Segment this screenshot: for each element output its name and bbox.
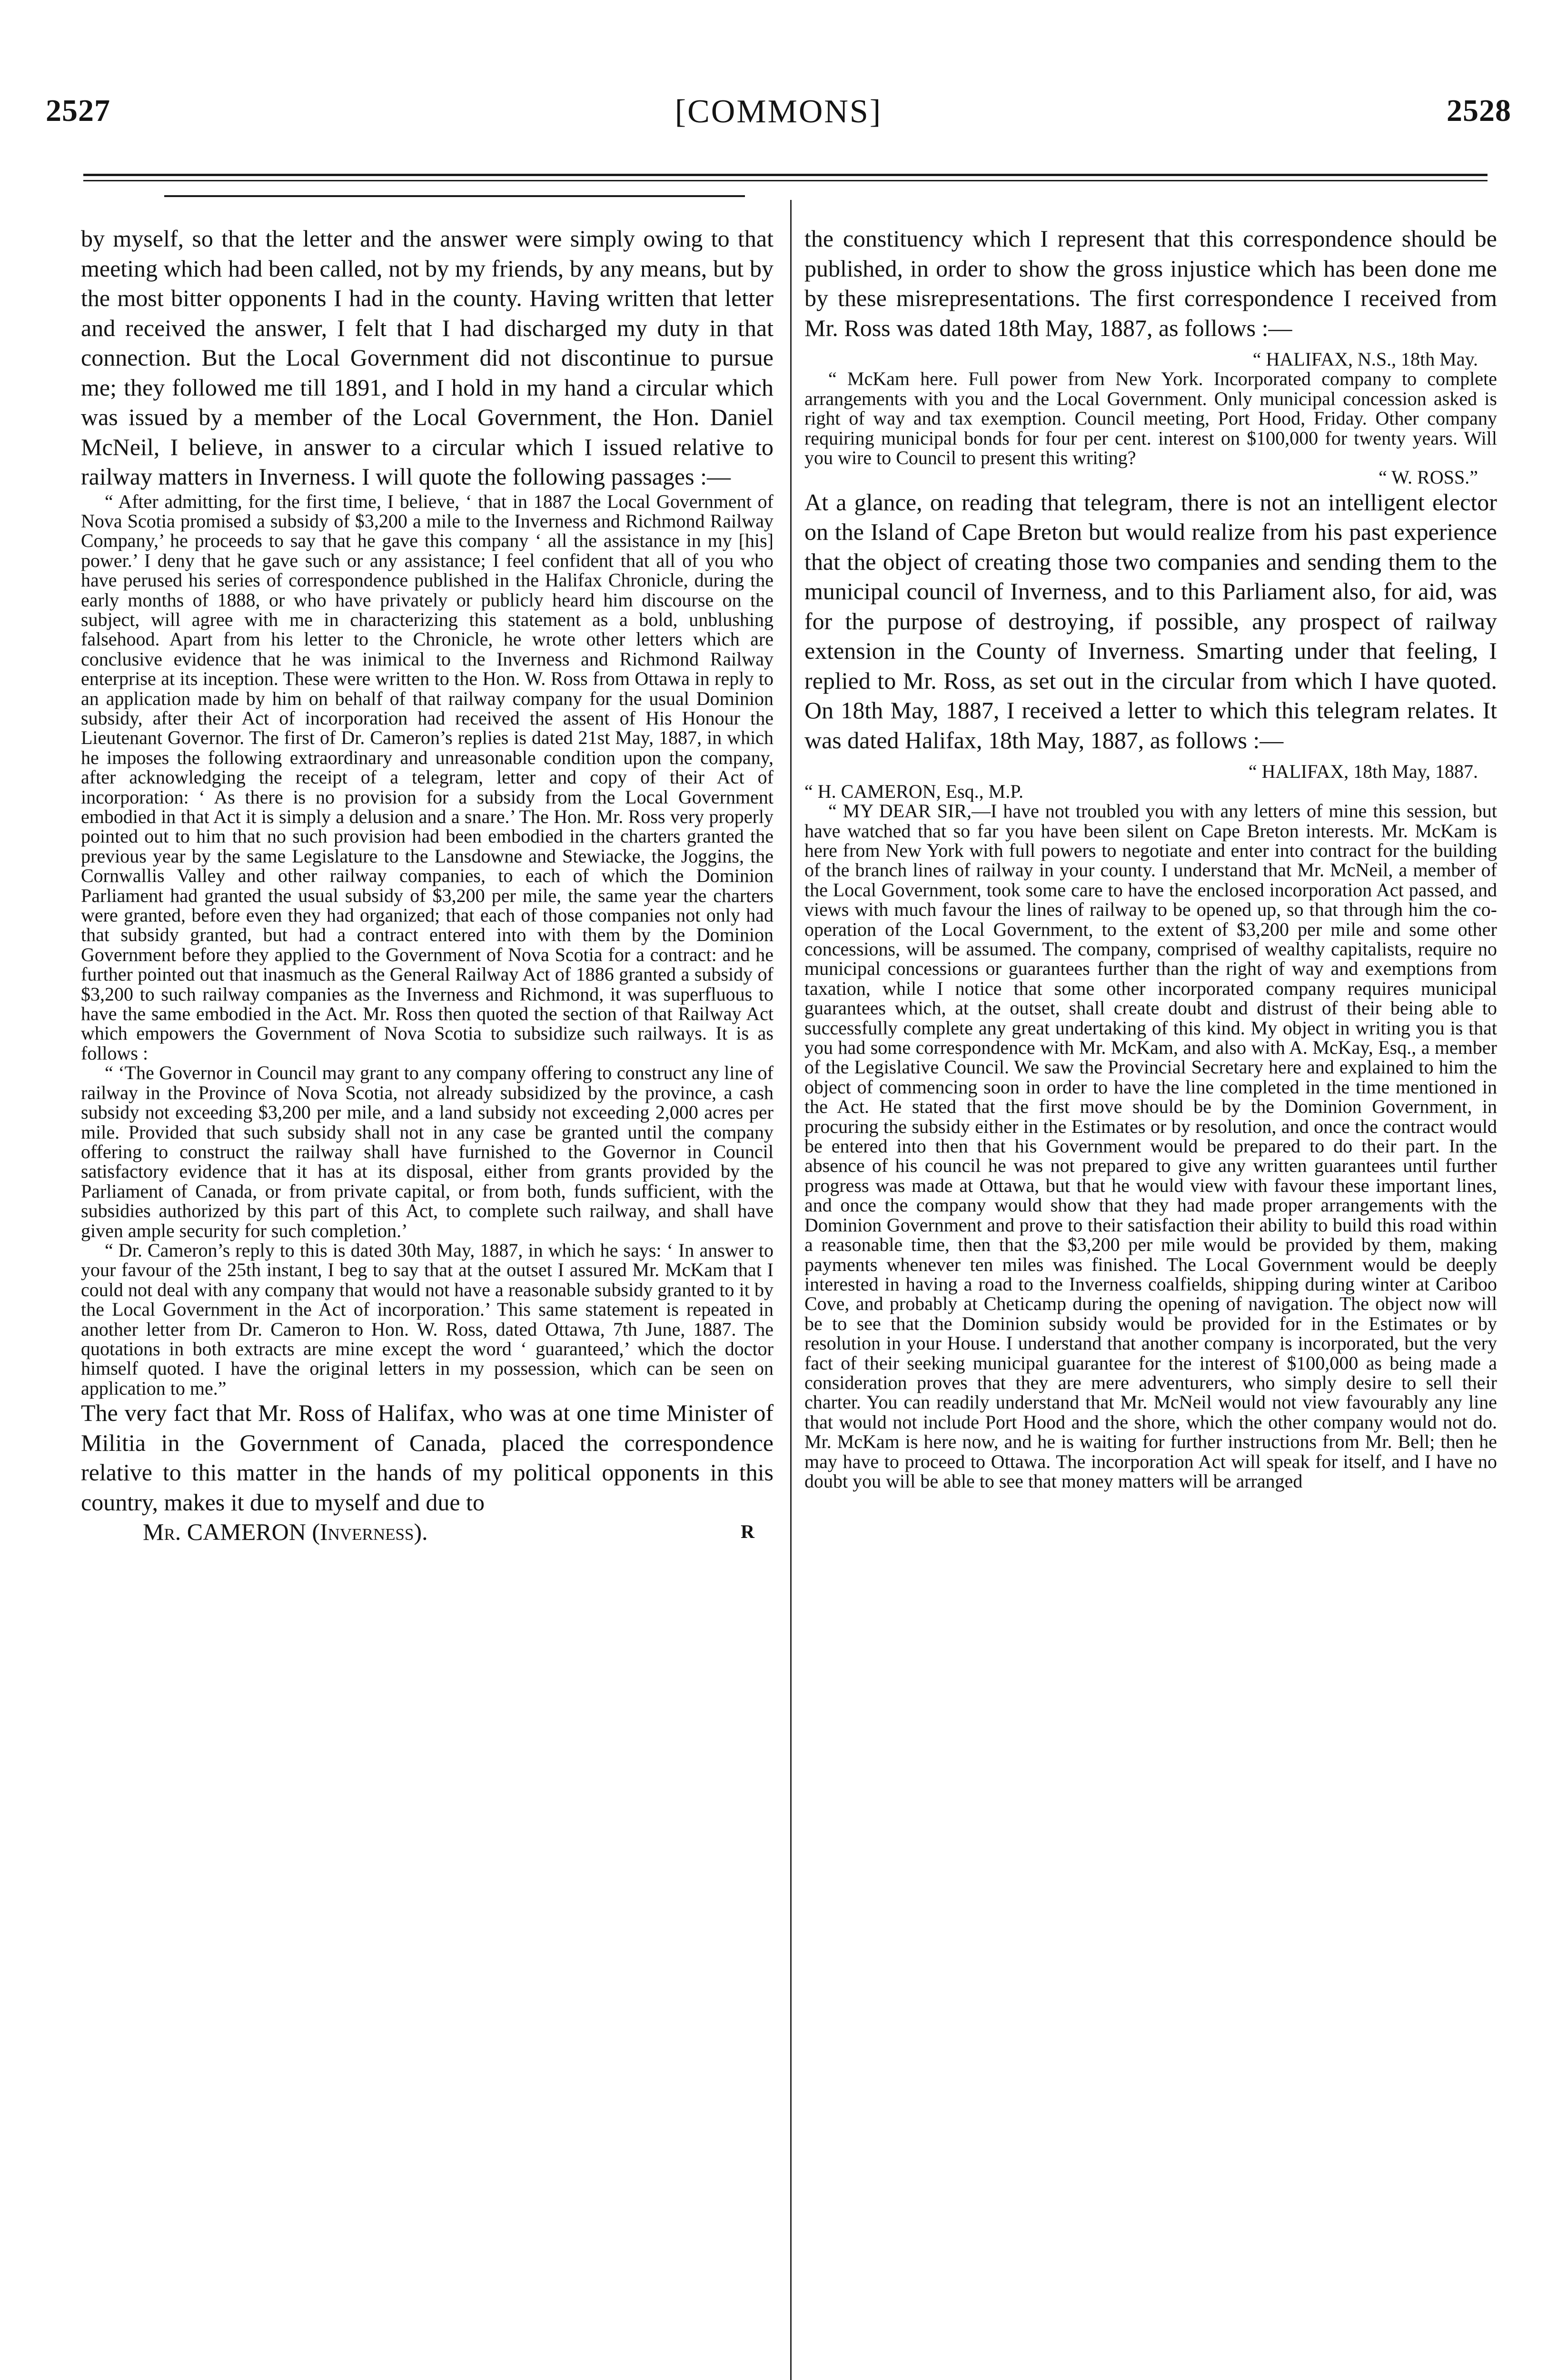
telegram-dateline: “ HALIFAX, N.S., 18th May. bbox=[1252, 348, 1478, 370]
telegram-signature: “ W. ROSS.” bbox=[1378, 466, 1478, 488]
speech-paragraph: The very fact that Mr. Ross of Halifax, who was at one time Minister of Militia in the Government of Canada, placed the correspondence relative to this matter in the hands of my political opponents in this country, makes it due to myself and due to bbox=[81, 1399, 774, 1516]
cameron-reply-quotation: “ Dr. Cameron’s reply to this is dated 30th May, 1887, in which he says: ‘ In answer to your favour of the 25th instant, I beg to say that at the outset I assured Mr. McKam that I could not deal with any company that would not have a reasonable subsidy granted to it by the Local Government in the Act of incorporation.’ This same statement is repeated in another letter from Dr. Cameron to Hon. W. Ross, dated Ottawa, 7th June, 1887. The quotations in both extracts are mine except the word ‘ guaranteed,’ which the doctor himself quoted. I have the original letters in my possession, which can be seen on application to me.” bbox=[81, 1239, 774, 1399]
header-rule-thick bbox=[83, 174, 1488, 176]
letter-dateline: “ HALIFAX, 18th May, 1887. bbox=[1248, 761, 1478, 783]
page-header bbox=[46, 93, 1511, 145]
circular-quotation: “ After admitting, for the first time, I believe, ‘ that in 1887 the Local Government of Nova Scotia promised a subsidy of $3,200 a mile to the Inverness and Richmond Railway Company,’ he proceeds to say that he gave this company ‘ all the assistance in my [his] power.’ I deny that he gave such or any assistance; I feel confident that all of you who have perused his series of correspondence published in the Halifax Chronicle, during the early months of 1888, or who have privately or publicly heard him discourse on the subject, will agree with me in characterizing this statement as a bold, unblushing falsehood. Apart from his letter to the Chronicle, he wrote other letters which are conclusive evidence that he was inimical to the Inverness and Richmond Railway enterprise at its inception. These were written to the Hon. W. Ross from Ottawa in reply to an application made by him on behalf of that railway company for the usual Dominion subsidy, after their Act of incorporation had received the assent of His Honour the Lieutenant Governor. The first of Dr. Cameron’s replies is dated 21st May, 1887, in which he imposes the following extraordinary and unreasonable condition upon the company, after acknowledging the receipt of a telegram, letter and copy of their Act of incorporation: ‘ As there is no provision for a subsidy from the Local Government embodied in that Act it is simply a delusion and a snare.’ The Hon. Mr. Ross very properly pointed out to him that no such provision had been embodied in the charters granted the previous year by the same Legislature to the Lansdowne and Stewiacke, the Joggins, the Cornwallis Valley and other railway companies, to each of which the Dominion Parliament had granted the usual subsidy of $3,200 per mile, the same year the charters were granted, before even they had organized; that each of those companies not only had that subsidy granted, but had a contract entered into with them by the Dominion Government before they applied to the Government of Nova Scotia for a contract: and he further pointed out that inasmuch as the General Railway Act of 1886 granted a subsidy of $3,200 to such railway companies as the Inverness and Richmond, it was superfluous to have the same embodied in the Act. Mr. Ross then quoted the section of that Railway Act which empowers the Government of Nova Scotia to subsidize such railways. It is as follows : bbox=[81, 490, 774, 1064]
left-column bbox=[81, 224, 774, 1547]
letter-body: “ MY DEAR SIR,—I have not troubled you with any letters of mine this session, but have watched that so far you have been silent on Cape Breton interests. Mr. McKam is here from New York with full powers to negotiate and enter into contract for the building of the branch lines of railway in your county. I understand that Mr. McNeil, a member of the Local Government, took some care to have the enclosed incorporation Act passed, and views with much favour the lines of railway to be opened up, so that through him the co-operation of the Local Government, to the extent of $3,200 per mile and some other concessions, will be assumed. The company, comprised of wealthy capitalists, require no municipal concessions or guarantees further than the right of way and exemptions from taxation, while I notice that some other incorporated company requires municipal guarantees which, at the outset, shall create doubt and distrust of their being able to successfully complete any great undertaking of this kind. My object in writing you is that you had some correspondence with Mr. McKam, and also with A. McKay, Esq., a member of the Legislative Council. We saw the Provincial Secretary here and explained to him the object of commencing soon in order to have the line completed in the time mentioned in the Act. He stated that the first move should be by the Dominion Government, in procuring the subsidy either in the Estimates or by resolution, and once the contract would be entered into then that his Government would be prepared to do their part. In the absence of his council he was not prepared to give any written guarantees until further progress was made at Ottawa, but that he would view with favour these important lines, and once the company would show that they had made proper arrangements with the Dominion Government and prove to their satisfaction their ability to build this road within a reasonable time, then that the $3,200 per mile would be provided by them, making payments whenever ten miles was finished. The Local Government would be deeply interested in having a road to the Inverness coalfields, shipping during winter at Cariboo Cove, and probably at Cheticamp during the opening of navigation. The object now will be to see that the Dominion subsidy would be provided for in the Estimates or by resolution in your House. I understand that another company is incorporated, but the very fact of their seeking municipal guarantee for the interest of $100,000 as being made a consideration proves that they are mere adventurers, who simply desire to sell their charter. You can readily understand that Mr. McNeil would not view favourably any line that would not include Port Hood and the shore, which the other company would not do. Mr. McKam is here now, and he is waiting for further instructions from Mr. Bell; then he may have to proceed to Ottawa. The incorporation Act will speak for itself, and I have no doubt you will be able to see that money matters will be arranged bbox=[804, 800, 1497, 1492]
speech-paragraph: At a glance, on reading that telegram, there is not an intelligent elector on the Island of Cape Breton but would realize from his past experience that the object of creating those two companies and sending them to the municipal council of Inverness, and to this Parliament also, for aid, was for the purpose of destroying, if possible, any prospect of railway extension in the County of Inverness. Smarting under that feeling, I replied to Mr. Ross, as set out in the circular from which I have quoted. On 18th May, 1887, I received a letter to which this telegram relates. It was dated Halifax, 18th May, 1887, as follows :— bbox=[804, 488, 1497, 754]
running-title: [COMMONS] bbox=[674, 93, 883, 130]
speaker-label: Mr. CAMERON (Inverness). bbox=[143, 1518, 428, 1546]
signature-mark: R bbox=[741, 1521, 754, 1543]
letter-address: “ H. CAMERON, Esq., M.P. bbox=[804, 780, 1024, 802]
page-number-left: 2527 bbox=[46, 93, 110, 128]
railway-act-quotation: “ ‘The Governor in Council may grant to any company offering to construct any line of railway in the Province of Nova Scotia, not already subsidized by the province, a cash subsidy not exceeding $3,200 per mile, and a land subsidy not exceeding 2,000 acres per mile. Provided that such subsidy shall not in any case be granted until the company offering to construct the railway shall have furnished to the Governor in Council satisfactory evidence that it has at its disposal, either from grants provided by the Parliament of Canada, or from private capital, or from both, funds sufficient, with the subsidies authorized by this part of this Act, to complete such railway, and shall have given ample security for such completion.’ bbox=[81, 1062, 774, 1241]
column-separator bbox=[790, 200, 792, 2380]
header-rule-thin bbox=[83, 180, 1488, 181]
page-number-right: 2528 bbox=[1447, 93, 1511, 128]
telegram-body: “ McKam here. Full power from New York. Incorporated company to complete arrangements with you and the Local Government. Only municipal concession asked is right of way and tax exemption. Council meeting, Port Hood, Friday. Other company requiring municipal bonds for four per cent. interest on $100,000 for twenty years. Will you wire to Council to present this writing? bbox=[804, 368, 1497, 469]
right-column bbox=[804, 224, 1497, 1491]
page-footer bbox=[81, 1517, 774, 1547]
column-top-rule bbox=[164, 195, 745, 197]
speech-paragraph: the constituency which I represent that this correspondence should be published, in order to show the gross injustice which has been done me by these misrepresentations. The first correspondence I received from Mr. Ross was dated 18th May, 1887, as follows :— bbox=[804, 225, 1497, 341]
speech-paragraph: by myself, so that the letter and the answer were simply owing to that meeting which had been called, not by my friends, by any means, but by the most bitter opponents I had in the county. Having written that letter and received the answer, I felt that I had discharged my duty in that connection. But the Local Government did not discontinue to pursue me; they followed me till 1891, and I hold in my hand a circular which was issued by a member of the Local Government, the Hon. Daniel McNeil, I believe, in answer to a circular which I issued relative to railway matters in Inverness. I will quote the following passages :— bbox=[81, 225, 774, 490]
